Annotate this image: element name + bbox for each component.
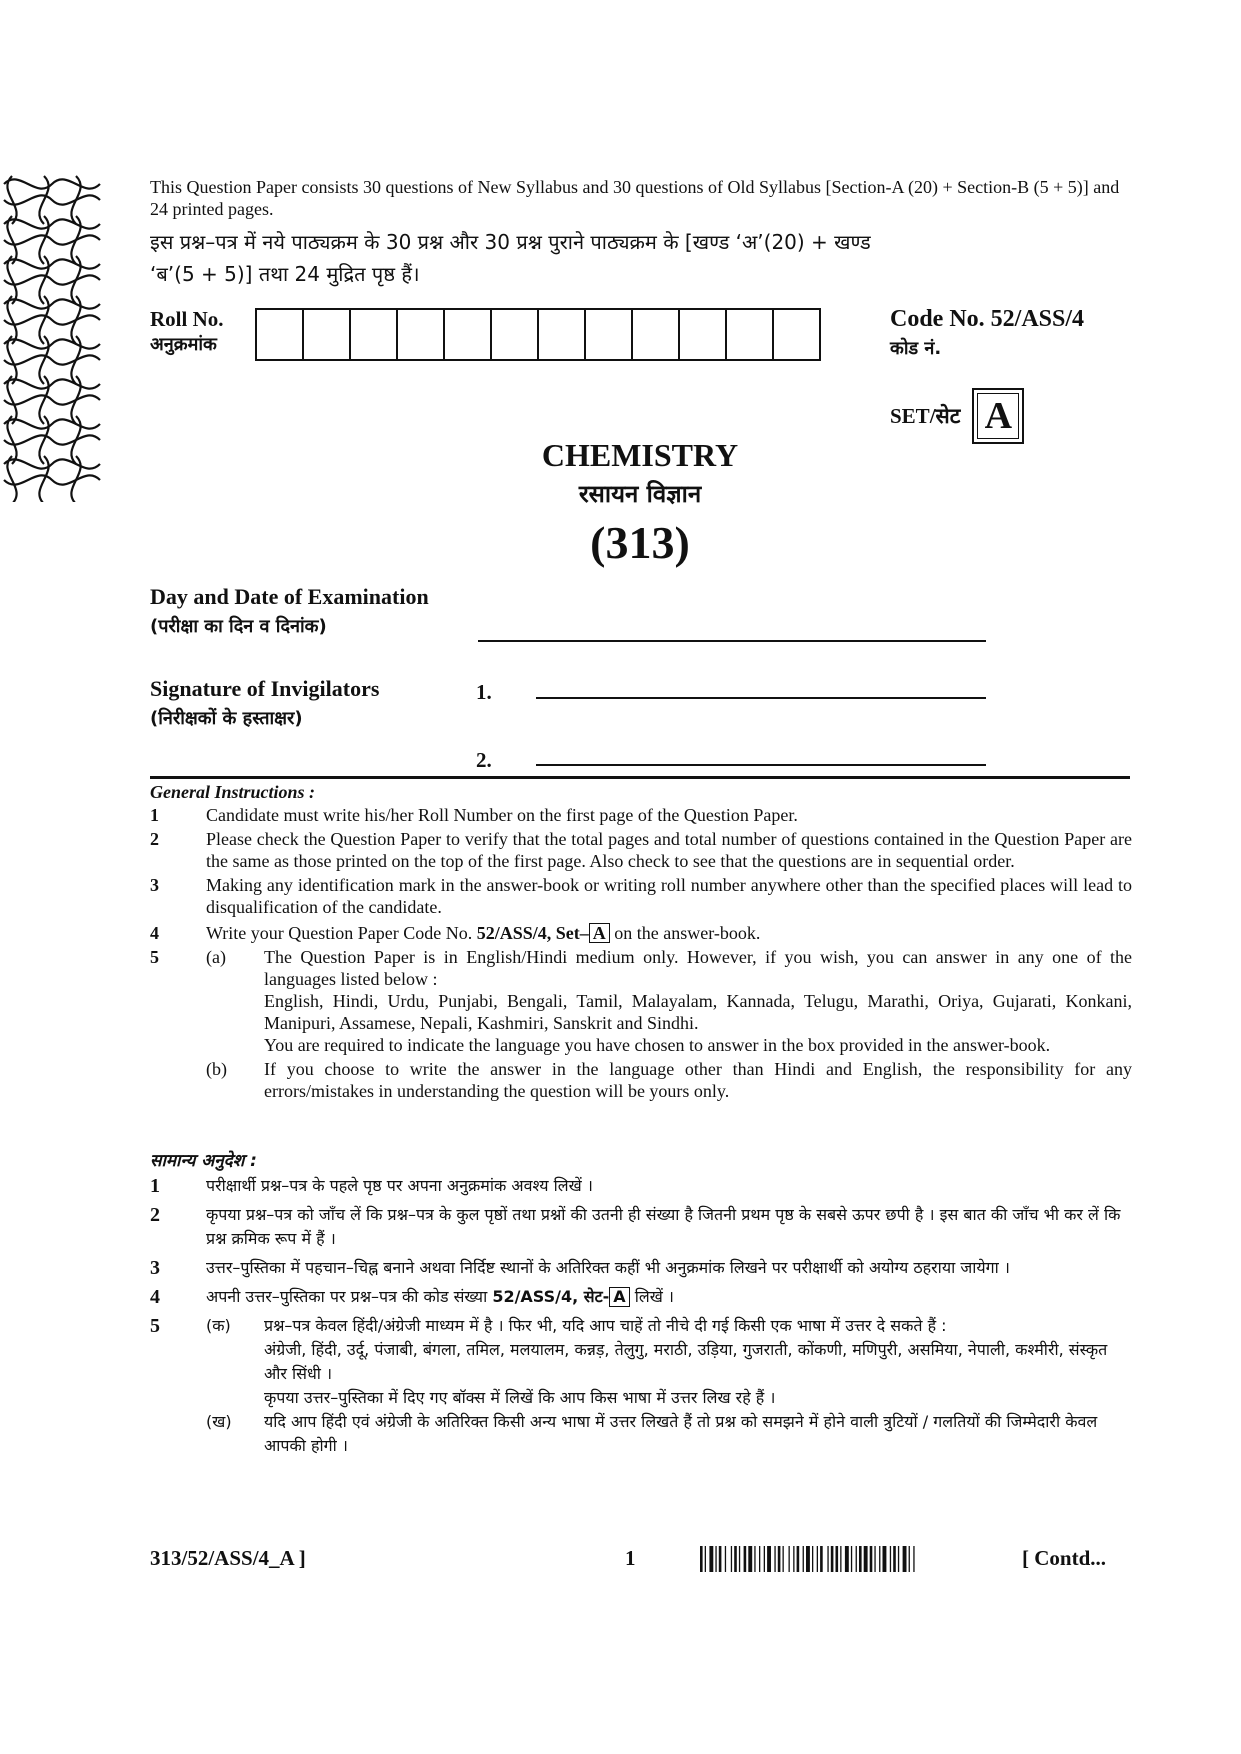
subitem-label: (a)	[206, 947, 226, 967]
instruction-number: 4	[150, 1286, 160, 1308]
footer-contd: [ Contd...	[1022, 1546, 1107, 1570]
language-list: अंग्रेजी, हिंदी, उर्दू, पंजाबी, बंगला, तमिल, मलयालम, कन्नड़, तेलुगु, मराठी, उड़िया, गुजराती, कोंकणी, मणिपुरी, असमिया, नेपाली, कश्मीरी, संस्कृत और सिंधी ।	[264, 1340, 1108, 1383]
instruction-text-part: Write your Question Paper Code No.	[206, 923, 477, 943]
set-indicator	[890, 388, 1024, 444]
instruction-text	[206, 946, 1132, 1102]
intro-hindi-line-2: ‘ब’(5 + 5)] तथा 24 मुद्रित पृष्ठ हैं।	[150, 262, 420, 286]
roll-digit-box[interactable]	[304, 310, 351, 359]
instruction-number: 3	[150, 1257, 160, 1279]
instruction-item	[150, 828, 1132, 872]
exam-date-label	[150, 582, 429, 642]
instruction-text: Making any identification mark in the answer-book or writing roll number anywhere other than the specified places will lead to disqualification of the candidate.	[206, 875, 1132, 917]
paper-code-inline: 52/ASS/4, सेट-	[492, 1287, 610, 1306]
instruction-number: 2	[150, 829, 159, 849]
paper-code-inline: 52/ASS/4, Set–	[476, 923, 589, 943]
subitem-label: (क)	[206, 1316, 231, 1335]
instruction-number: 1	[150, 1175, 160, 1197]
subject-en: CHEMISTRY	[541, 437, 739, 473]
roll-digit-box[interactable]	[774, 310, 819, 359]
roll-number-label	[150, 306, 224, 358]
language-list: English, Hindi, Urdu, Punjabi, Bengali, Tamil, Malayalam, Kannada, Telugu, Marathi, Oriya, Gujarati, Konkani, Manipuri, Assamese, Nepali, Kashmiri, Sanskrit and Sindhi.	[264, 991, 1132, 1033]
roll-digit-box[interactable]	[633, 310, 680, 359]
instruction-text-part: on the answer-book.	[609, 923, 761, 943]
set-inline-box: A	[609, 1287, 629, 1307]
subitem-label: (b)	[206, 1059, 227, 1079]
instruction-text: Candidate must write his/her Roll Number on the first page of the Question Paper.	[206, 805, 798, 825]
instruction-subitem	[206, 1058, 1132, 1102]
hindi-instructions-list	[150, 1174, 1132, 1463]
subitem-text: प्रश्न–पत्र केवल हिंदी/अंग्रेजी माध्यम में है । फिर भी, यदि आप चाहें तो नीचे दी गई किसी एक भाषा में उत्तर दे सकते हैं :	[264, 1316, 947, 1335]
intro-text-hindi	[150, 226, 1132, 290]
instruction-subitem	[206, 1410, 1132, 1458]
subject-title	[450, 435, 830, 573]
code-number	[890, 304, 1084, 364]
roll-digit-box[interactable]	[492, 310, 539, 359]
decorative-knot-border	[0, 172, 112, 502]
instruction-item	[150, 1314, 1132, 1458]
code-label-en: Code No. 52/ASS/4	[890, 306, 1085, 332]
instruction-item	[150, 874, 1132, 918]
instruction-number: 5	[150, 947, 159, 967]
exam-date-line[interactable]	[478, 640, 986, 642]
subitem-note: कृपया उत्तर–पुस्तिका में दिए गए बॉक्स में लिखें कि आप किस भाषा में उत्तर लिख रहे हैं ।	[264, 1388, 776, 1407]
instruction-text: कृपया प्रश्न–पत्र को जाँच लें कि प्रश्न–पत्र के कुल पृष्ठों तथा प्रश्नों की उतनी ही संख्या है जितनी प्रथम पृष्ठ के सबसे ऊपर छपी है । इस बात की जाँच भी कर लें कि प्रश्न क्रमिक रूप में हैं ।	[206, 1205, 1121, 1248]
instruction-item	[150, 922, 1132, 944]
roll-digit-box[interactable]	[727, 310, 774, 359]
set-inline-box: A	[589, 923, 610, 943]
invigilator-label-hi: (निरीक्षकों के हस्ताक्षर)	[150, 708, 303, 729]
instruction-item	[150, 946, 1132, 1102]
invigilator-signature-label	[150, 674, 379, 734]
roll-digit-box[interactable]	[398, 310, 445, 359]
roll-digit-box[interactable]	[539, 310, 586, 359]
hindi-instructions-title: सामान्य अनुदेश :	[150, 1151, 257, 1171]
instruction-item	[150, 1174, 1132, 1198]
instruction-number: 5	[150, 1315, 160, 1337]
subitem-note: You are required to indicate the language you have chosen to answer in the box provided in the answer-book.	[264, 1035, 1051, 1055]
instruction-item	[150, 804, 1132, 826]
barcode	[700, 1546, 1002, 1572]
instruction-item	[150, 1256, 1132, 1280]
instruction-number: 2	[150, 1204, 160, 1226]
roll-digit-box[interactable]	[445, 310, 492, 359]
code-label-hi: कोड नं.	[890, 338, 942, 359]
subject-code: (313)	[590, 517, 690, 568]
general-instructions-title: General Instructions :	[150, 782, 316, 802]
instruction-number: 3	[150, 875, 159, 895]
instruction-text: Please check the Question Paper to verify that the total pages and total number of questions contained in the Question Paper are the same as those printed on the top of the first page. Also check to see that the questions are in sequential order.	[206, 829, 1132, 871]
instruction-text: परीक्षार्थी प्रश्न–पत्र के पहले पृष्ठ पर अपना अनुक्रमांक अवश्य लिखें ।	[206, 1176, 593, 1195]
roll-label-en: Roll No.	[150, 307, 224, 331]
instruction-number: 4	[150, 923, 159, 943]
roll-digit-box[interactable]	[351, 310, 398, 359]
subitem-label: (ख)	[206, 1412, 232, 1431]
instruction-text-part: लिखें ।	[629, 1287, 674, 1306]
instruction-subitem	[206, 946, 1132, 1056]
instruction-item	[150, 1203, 1132, 1251]
instruction-text: उत्तर–पुस्तिका में पहचान–चिह्न बनाने अथवा निर्दिष्ट स्थानों के अतिरिक्त कहीं भी अनुक्रमांक लिखने पर परीक्षार्थी को अयोग्य ठहराया जायेगा ।	[206, 1258, 1010, 1277]
section-divider	[150, 776, 1130, 779]
general-instructions-list	[150, 804, 1132, 1104]
page-number: 1	[625, 1546, 636, 1570]
set-label: SET/सेट	[890, 404, 961, 428]
exam-date-label-hi: (परीक्षा का दिन व दिनांक)	[150, 616, 327, 637]
subject-hi: रसायन विज्ञान	[578, 480, 702, 508]
intro-hindi-line-1: इस प्रश्न–पत्र में नये पाठ्यक्रम के 30 प्रश्न और 30 प्रश्न पुराने पाठ्यक्रम के [खण्ड ‘अ’(20) + खण्ड	[150, 230, 871, 254]
roll-label-hi: अनुक्रमांक	[150, 334, 217, 355]
instruction-text-part: अपनी उत्तर–पुस्तिका पर प्रश्न–पत्र की कोड संख्या	[206, 1287, 493, 1306]
exam-date-label-en: Day and Date of Examination	[150, 584, 429, 609]
invigilator-label-en: Signature of Invigilators	[150, 676, 380, 701]
subitem-text: The Question Paper is in English/Hindi medium only. However, if you wish, you can answer in any one of the languages listed below :	[264, 947, 1132, 989]
signature-number-2: 2.	[476, 748, 492, 772]
set-value-box: A	[972, 388, 1024, 444]
instruction-text	[206, 922, 1132, 944]
signature-number-1: 1.	[476, 680, 492, 704]
instruction-subitem	[206, 1314, 1132, 1410]
footer-paper-code: 313/52/ASS/4_A ]	[150, 1546, 306, 1570]
roll-digit-box[interactable]	[257, 310, 304, 359]
signature-line-2[interactable]	[536, 764, 986, 766]
roll-number-boxes[interactable]	[255, 308, 821, 361]
instruction-item	[150, 1285, 1132, 1309]
subitem-text: If you choose to write the answer in the language other than Hindi and English, the responsibility for any errors/mistakes in understanding the question will be yours only.	[264, 1059, 1132, 1101]
subitem-text: यदि आप हिंदी एवं अंग्रेजी के अतिरिक्त किसी अन्य भाषा में उत्तर लिखते हैं तो प्रश्न को समझने में होने वाली त्रुटियों / गलतियों की जिम्मेदारी केवल आपकी होगी ।	[264, 1412, 1098, 1455]
instruction-number: 1	[150, 805, 159, 825]
signature-line-1[interactable]	[536, 697, 986, 699]
intro-text-english: This Question Paper consists 30 questions of New Syllabus and 30 questions of Old Syllabus [Section-A (20) + Section-B (5 + 5)] and 24 printed pages.	[150, 177, 1120, 219]
instruction-text	[206, 1285, 1132, 1309]
instruction-text	[206, 1314, 1132, 1458]
roll-digit-box[interactable]	[680, 310, 727, 359]
roll-digit-box[interactable]	[586, 310, 633, 359]
